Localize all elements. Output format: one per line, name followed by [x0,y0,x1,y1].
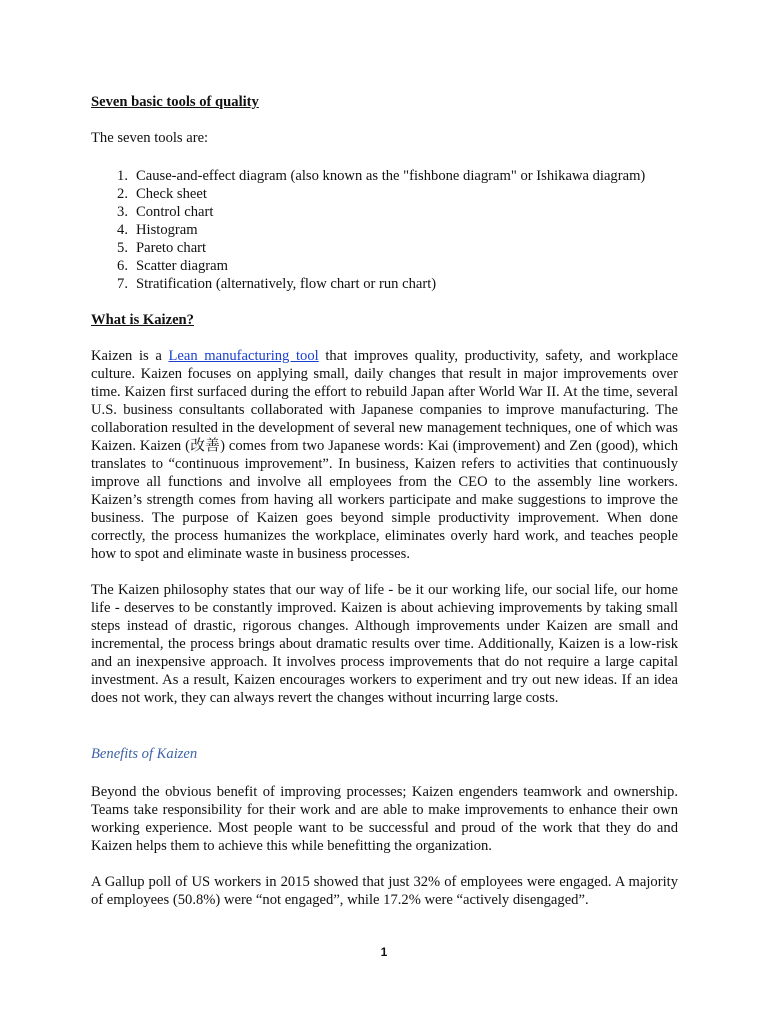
benefits-paragraph-1: Beyond the obvious benefit of improving processes; Kaizen engenders teamwork and ownership. Teams take responsibility for their work and are able to make improvements to enhance their own working experience. Most people want to be successful and proud of the work that they do and Kaizen helps them to achieve this while benefitting the organization. [91,784,678,854]
list-item: 5. Pareto chart [117,240,207,256]
benefits-paragraph-2: A Gallup poll of US workers in 2015 showed that just 32% of employees were engaged. A majority of employees (50.8%) were “not engaged”, while 17.2% were “actively disengaged”. [91,874,678,908]
list-item: 1. Cause-and-effect diagram (also known as the "fishbone diagram" or Ishikawa diagram) [117,168,646,184]
tools-intro: The seven tools are: [91,130,209,146]
list-item: 6. Scatter diagram [117,258,228,274]
kaizen-paragraph-2: The Kaizen philosophy states that our way of life - be it our working life, our social life, our home life - deserves to be constantly improved. Kaizen is about achieving improvements by taking small steps instead of drastic, rigorous changes. Although improvements under Kaizen are small and incremental, the process brings about dramatic results over time. Additionally, Kaizen is a low-risk and an inexpensive approach. It involves process improvements that do not require a large capital investment. As a result, Kaizen encourages workers to experiment and try out new ideas. If an idea does not work, they can always revert the changes without incurring large costs. [91,582,678,706]
list-item: 2. Check sheet [117,186,207,202]
kaizen-paragraph-1: Kaizen is a Lean manufacturing tool that improves quality, productivity, safety, and workplace culture. Kaizen focuses on applying small, daily changes that result in major improvements over time. Kaizen first surfaced during the effort to rebuild Japan after World War II. At the time, several U.S. business consultants collaborated with Japanese companies to improve manufacturing. The collaboration resulted in the development of several new management techniques, one of which was Kaizen. Kaizen (改善) comes from two Japanese words: Kai (improvement) and Zen (good), which translates to “continuous improvement”. In business, Kaizen refers to activities that continuously improve all functions and involve all employees from the CEO to the assembly line workers. Kaizen’s strength comes from having all workers participate and make suggestions to improve the business. The purpose of Kaizen goes beyond simple productivity improvement. When done correctly, the process humanizes the workplace, eliminates overly hard work, and teaches people how to spot and eliminate waste in business processes. [91,348,679,562]
heading-benefits-of-kaizen: Benefits of Kaizen [91,746,198,762]
tools-list [91,167,678,293]
list-item: 7. Stratification (alternatively, flow chart or run chart) [117,276,437,292]
lean-manufacturing-link[interactable]: Lean manufacturing tool [168,348,319,364]
document-body [91,93,678,909]
list-item: 4. Histogram [117,222,198,238]
page-number: 1 [380,945,388,959]
heading-what-is-kaizen: What is Kaizen? [91,312,194,328]
list-item: 3. Control chart [117,204,214,220]
heading-seven-tools: Seven basic tools of quality [91,94,259,110]
